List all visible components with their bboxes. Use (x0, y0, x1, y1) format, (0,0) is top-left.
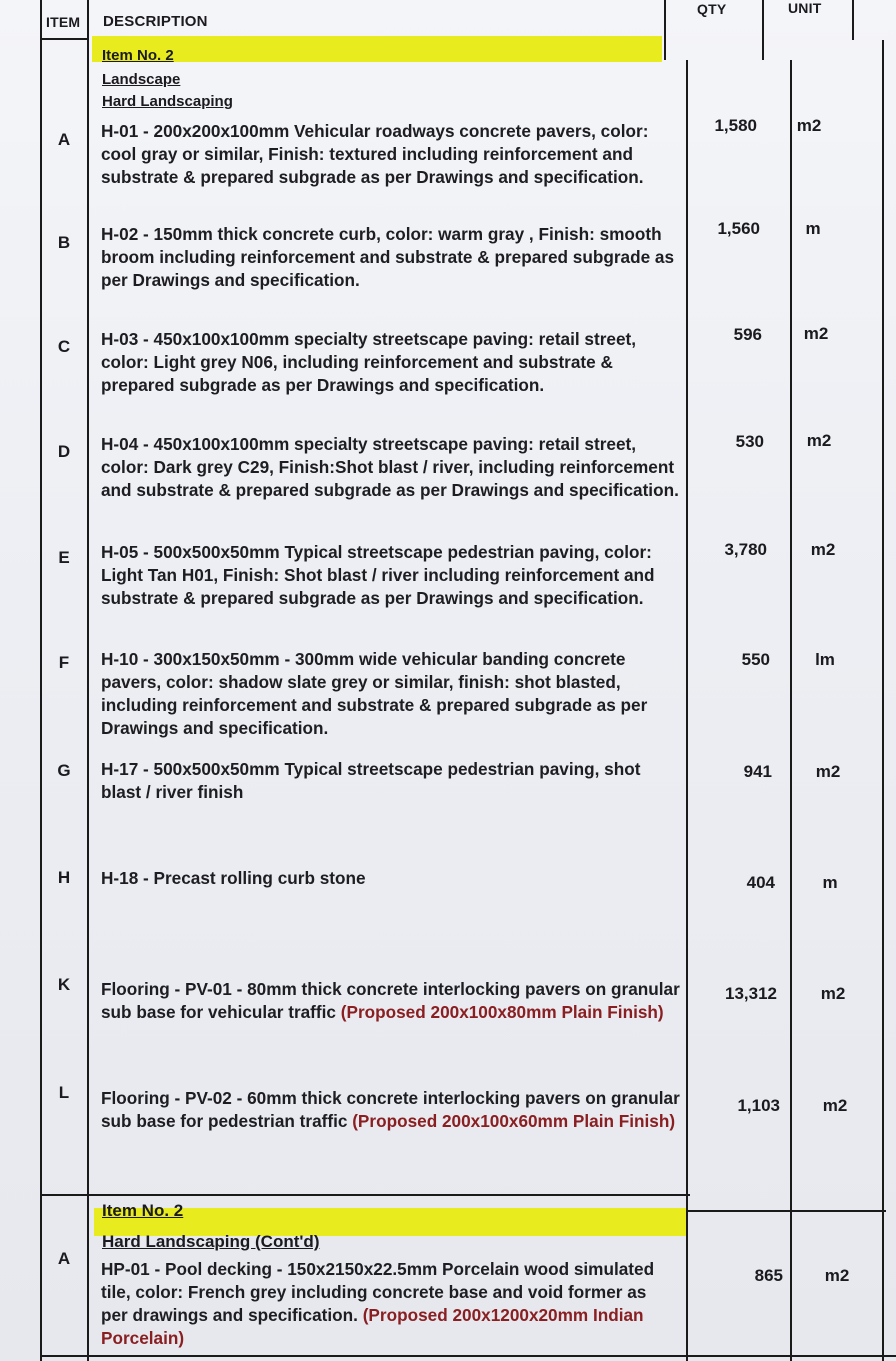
row-qty: 941 (743, 762, 772, 781)
row-description (101, 1087, 681, 1133)
section-rule (40, 1194, 690, 1196)
row-description-text: Flooring - PV-01 - 80mm thick concrete interlocking pavers on granular sub base for vehicular traffic (101, 979, 680, 1022)
row-unit: m (822, 873, 838, 892)
row-item: L (58, 1083, 70, 1102)
column-divider-description-lower (686, 60, 688, 1361)
row-proposed-note: (Proposed 200x100x60mm Plain Finish) (352, 1111, 676, 1131)
row-qty: 865 (754, 1266, 783, 1285)
row-description: H-02 - 150mm thick concrete curb, color: warm gray , Finish: smooth broom including reinforcement and substrate & prepared subgrade as per Drawings and specification. (101, 224, 675, 290)
section2-item-no: Item No. 2 (102, 1201, 184, 1220)
row-unit: lm (815, 650, 835, 669)
row-unit: m2 (796, 116, 822, 135)
row-item: H (57, 868, 71, 887)
section-category: Landscape (102, 71, 181, 88)
row-item: D (57, 442, 71, 461)
row-item: G (57, 761, 71, 780)
row-item: E (58, 548, 70, 567)
row-description: H-17 - 500x500x50mm Typical streetscape pedestrian paving, shot blast / river finish (101, 759, 641, 802)
header-description: DESCRIPTION (103, 13, 208, 30)
row-unit: m2 (815, 762, 841, 781)
header-item: ITEM (46, 14, 81, 30)
row-description: H-10 - 300x150x50mm - 300mm wide vehicular banding concrete pavers, color: shadow slate grey or similar, finish: shot blasted, including reinforcement and substrate & prepared subgrade as per Drawings and specification. (101, 649, 648, 738)
table-border-right-lower (882, 40, 884, 1361)
row-unit: m2 (810, 540, 836, 559)
row-qty: 13,312 (725, 984, 777, 1003)
bottom-rule (40, 1355, 896, 1357)
header-rule (40, 38, 87, 40)
row-description-text: Flooring - PV-02 - 60mm thick concrete interlocking pavers on granular sub base for pedestrian traffic (101, 1088, 680, 1131)
header-unit: UNIT (788, 0, 822, 16)
section-subcategory: Hard Landscaping (102, 93, 233, 110)
row-description: H-01 - 200x200x100mm Vehicular roadways concrete pavers, color: cool gray or similar, Finish: textured including reinforcement and substrate & prepared subgrade as per Drawings and specification. (101, 121, 649, 187)
row-unit: m2 (824, 1266, 850, 1285)
row-unit: m2 (820, 984, 846, 1003)
row-description-text: HP-01 - Pool decking - 150x2150x22.5mm Porcelain wood simulated tile, color: French grey including concrete base and void former as per drawings and specification. (101, 1259, 655, 1325)
column-divider-qty-lower (790, 60, 792, 1361)
section-item-no: Item No. 2 (102, 47, 174, 64)
row-proposed-note: (Proposed 200x1200x20mm Indian Porcelain) (101, 1305, 644, 1348)
section2-subcategory: Hard Landscaping (Cont'd) (102, 1232, 320, 1251)
section-rule-right (686, 1210, 886, 1212)
row-description: H-04 - 450x100x100mm specialty streetscape paving: retail street, color: Dark grey C29, Finish:Shot blast / river, including reinforcement and substrate & prepared subgrade as per Drawings and specification. (101, 434, 679, 500)
section-highlight (92, 36, 662, 62)
row-description: H-05 - 500x500x50mm Typical streetscape pedestrian paving, color: Light Tan H01, Finish: Shot blast / river including reinforcement and substrate & prepared subgrade as per Drawings and specification. (101, 542, 655, 608)
row-qty: 3,780 (724, 540, 767, 559)
row-item: C (57, 337, 71, 356)
row-unit: m (805, 219, 821, 238)
row-description (101, 1258, 676, 1350)
row-qty: 530 (735, 432, 764, 451)
row-item: K (57, 975, 71, 994)
row-description: H-03 - 450x100x100mm specialty streetscape paving: retail street, color: Light grey N06, including reinforcement and substrate & prepared subgrade as per Drawings and specification. (101, 329, 637, 395)
column-divider-qty (762, 0, 764, 60)
column-divider-item (87, 0, 89, 1361)
table-border-left (40, 0, 42, 1361)
row-item: F (58, 653, 70, 672)
row-qty: 596 (733, 325, 762, 344)
row-qty: 1,103 (737, 1096, 780, 1115)
row-item: B (57, 233, 71, 252)
row-qty: 1,580 (714, 116, 757, 135)
row-description (101, 978, 681, 1024)
column-divider-description (664, 0, 666, 60)
row-unit: m2 (803, 324, 829, 343)
row-proposed-note: (Proposed 200x100x80mm Plain Finish) (340, 1002, 664, 1022)
row-description: H-18 - Precast rolling curb stone (101, 868, 366, 888)
header-qty: QTY (697, 1, 727, 17)
row-unit: m2 (822, 1096, 848, 1115)
row-item: A (57, 1249, 71, 1268)
row-item: A (57, 130, 71, 149)
row-qty: 404 (746, 873, 775, 892)
row-qty: 1,560 (717, 219, 760, 238)
table-border-right (852, 0, 854, 40)
row-qty: 550 (741, 650, 770, 669)
row-unit: m2 (806, 431, 832, 450)
